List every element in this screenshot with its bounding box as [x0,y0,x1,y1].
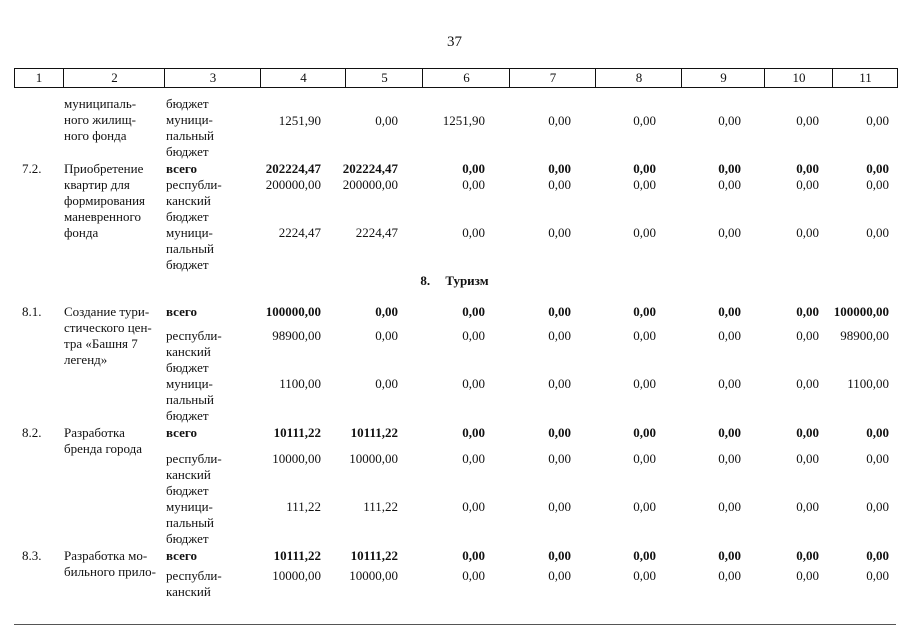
value-cell: 0,00 [548,425,571,440]
value-cell: 0,00 [548,161,571,176]
value-cell: 0,00 [796,451,819,466]
col-header: 7 [509,69,596,87]
value-cell: 0,00 [375,328,398,343]
value-cell: 0,00 [548,499,571,514]
value-cell: 10111,22 [350,425,398,440]
source-label: республи-канский бюджет [166,328,222,375]
value-cell: 0,00 [866,451,889,466]
value-cell: 0,00 [462,328,485,343]
value-cell: 0,00 [718,568,741,583]
value-cell: 1100,00 [279,376,321,391]
value-cell: 0,00 [718,499,741,514]
value-cell: 0,00 [718,225,741,240]
section-heading [0,273,909,289]
source-label: республи-канский бюджет [166,451,222,498]
row-number: 8.1. [22,304,42,319]
value-cell: 0,00 [462,548,485,563]
value-cell: 0,00 [796,161,819,176]
page-bottom-rule [14,624,896,625]
value-cell: 100000,00 [833,304,889,319]
value-cell: 98900,00 [272,328,321,343]
value-cell: 0,00 [718,425,741,440]
value-cell: 100000,00 [265,304,321,319]
value-cell: 0,00 [462,568,485,583]
value-cell: 2224,47 [355,225,398,240]
value-cell: 111,22 [286,499,321,514]
value-cell: 10000,00 [349,568,398,583]
source-label: республи-канский бюджет [166,177,222,224]
col-header: 9 [681,69,765,87]
value-cell: 0,00 [633,451,656,466]
value-cell: 0,00 [866,177,889,192]
source-label: бюджет муници-пальный бюджет [166,96,214,159]
col-header: 6 [422,69,510,87]
col-header: 2 [63,69,165,87]
value-cell: 0,00 [718,328,741,343]
value-cell: 0,00 [462,225,485,240]
value-cell: 0,00 [866,425,889,440]
value-cell: 0,00 [462,376,485,391]
page-number: 37 [447,34,462,50]
source-label: муници-пальный бюджет [166,225,214,272]
value-cell: 0,00 [548,113,571,128]
value-cell: 0,00 [796,425,819,440]
value-cell: 0,00 [796,113,819,128]
value-cell: 0,00 [796,548,819,563]
value-cell: 0,00 [796,225,819,240]
value-cell: 0,00 [633,425,656,440]
value-cell: 0,00 [548,177,571,192]
value-cell: 0,00 [375,376,398,391]
value-cell: 0,00 [718,376,741,391]
value-cell: 0,00 [718,451,741,466]
value-cell: 0,00 [796,177,819,192]
value-cell: 10000,00 [272,568,321,583]
value-cell: 0,00 [796,568,819,583]
source-label: всего [166,548,197,563]
value-cell: 0,00 [548,304,571,319]
col-header: 1 [35,70,43,85]
value-cell: 0,00 [633,548,656,563]
source-label: муници-пальный бюджет [166,499,214,546]
value-cell: 200000,00 [342,177,398,192]
source-label: всего [166,161,197,176]
row-description: Создание тури-стического цен-тра «Башня 7 легенд» [64,304,152,367]
value-cell: 0,00 [633,304,656,319]
row-description: Разработка бренда города [64,425,142,456]
col-header: 5 [345,69,423,87]
value-cell: 0,00 [462,304,485,319]
value-cell: 0,00 [718,548,741,563]
value-cell: 0,00 [718,161,741,176]
value-cell: 0,00 [462,451,485,466]
value-cell: 0,00 [718,177,741,192]
source-label: республи-канский [166,568,222,599]
col-header: 8 [595,69,682,87]
col-header: 4 [260,69,346,87]
value-cell: 10111,22 [273,425,321,440]
value-cell: 0,00 [866,113,889,128]
value-cell: 0,00 [796,328,819,343]
value-cell: 0,00 [633,376,656,391]
source-label: муници-пальный бюджет [166,376,214,423]
value-cell: 10000,00 [349,451,398,466]
value-cell: 0,00 [375,113,398,128]
value-cell: 0,00 [462,177,485,192]
value-cell: 0,00 [866,161,889,176]
value-cell: 98900,00 [840,328,889,343]
value-cell: 0,00 [866,568,889,583]
row-number: 7.2. [22,161,42,176]
row-description: Приобретение квартир для формирования маневренного фонда [64,161,146,240]
value-cell: 202224,47 [342,161,398,176]
section-title: Туризм [445,273,489,288]
value-cell: 0,00 [718,304,741,319]
row-description: Разработка мо-бильного прило- [64,548,156,579]
row-number: 8.2. [22,425,42,440]
value-cell: 0,00 [718,113,741,128]
value-cell: 0,00 [548,451,571,466]
value-cell: 0,00 [548,328,571,343]
value-cell: 0,00 [796,376,819,391]
value-cell: 0,00 [633,177,656,192]
value-cell: 111,22 [363,499,398,514]
row-description: муниципаль-ного жилищ-ного фонда [64,96,137,143]
value-cell: 0,00 [633,328,656,343]
value-cell: 202224,47 [265,161,321,176]
value-cell: 0,00 [548,376,571,391]
value-cell: 0,00 [375,304,398,319]
value-cell: 0,00 [796,304,819,319]
col-header: 10 [764,69,833,87]
value-cell: 0,00 [796,499,819,514]
source-label: всего [166,425,197,440]
value-cell: 0,00 [633,499,656,514]
value-cell: 1100,00 [847,376,889,391]
section-number: 8. [420,273,431,288]
value-cell: 0,00 [548,225,571,240]
value-cell: 1251,90 [442,113,485,128]
value-cell: 0,00 [866,548,889,563]
col-header: 3 [164,69,261,87]
value-cell: 0,00 [633,161,656,176]
value-cell: 0,00 [462,499,485,514]
value-cell: 0,00 [548,568,571,583]
value-cell: 0,00 [633,225,656,240]
col-header: 11 [832,69,898,87]
value-cell: 0,00 [633,113,656,128]
value-cell: 2224,47 [278,225,321,240]
value-cell: 0,00 [866,225,889,240]
value-cell: 10111,22 [273,548,321,563]
value-cell: 0,00 [866,499,889,514]
value-cell: 0,00 [462,425,485,440]
value-cell: 0,00 [633,568,656,583]
table-header [14,68,898,88]
value-cell: 10111,22 [350,548,398,563]
value-cell: 0,00 [462,161,485,176]
source-label: всего [166,304,197,319]
value-cell: 0,00 [548,548,571,563]
row-number: 8.3. [22,548,42,563]
value-cell: 10000,00 [272,451,321,466]
value-cell: 1251,90 [278,113,321,128]
value-cell: 200000,00 [265,177,321,192]
